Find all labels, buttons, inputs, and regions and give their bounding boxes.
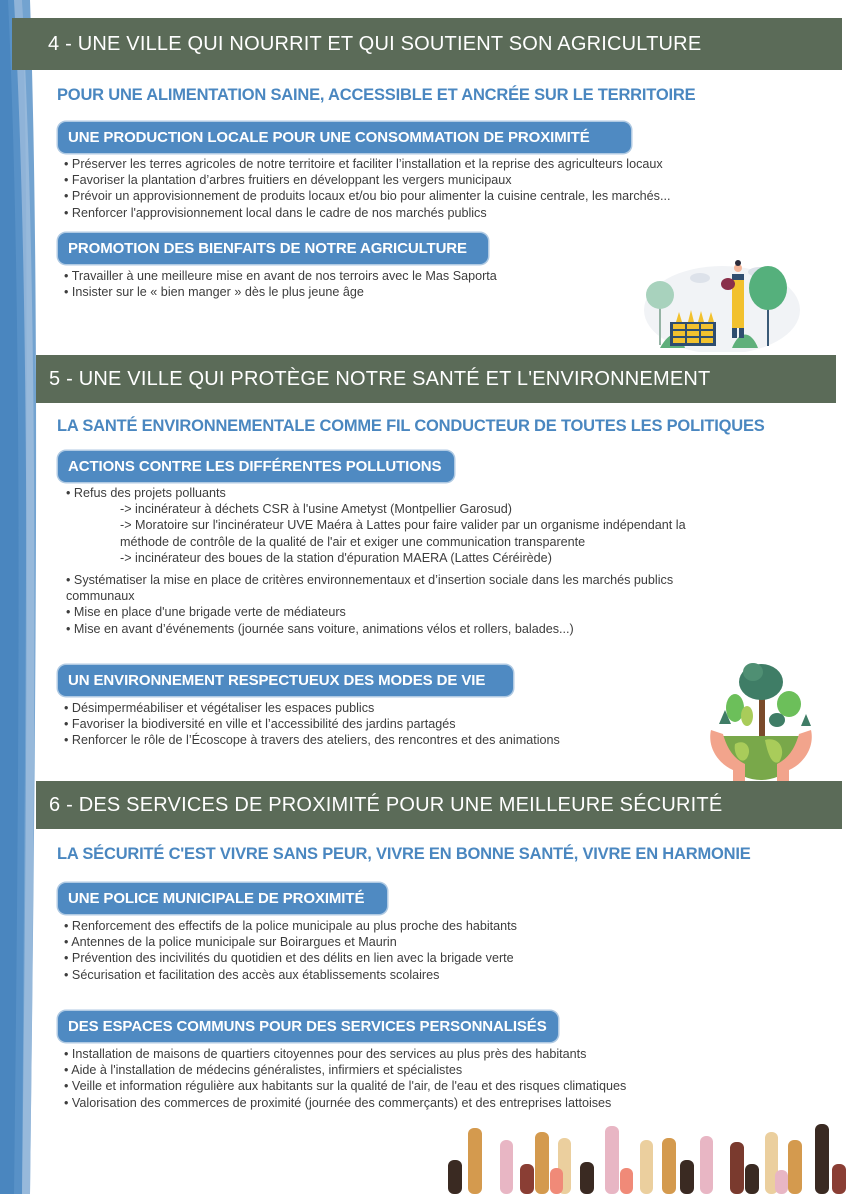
list-item: • Renforcer le rôle de l’Écoscope à travers des ateliers, des rencontres et des animations bbox=[64, 732, 560, 748]
list-item: • Mise en avant d’événements (journée sans voiture, animations vélos et rollers, balades...) bbox=[66, 621, 686, 637]
list-item: • Veille et information régulière aux habitants sur la qualité de l'air, de l'eau et des risques climatiques bbox=[64, 1078, 626, 1094]
list-item: -> incinérateur à déchets CSR à l'usine Ametyst (Montpellier Garosud) bbox=[120, 502, 512, 517]
section-6-group-2-heading bbox=[58, 1011, 558, 1042]
list-item: méthode de contrôle de la qualité de l'air et exiger une communication transparente bbox=[120, 534, 586, 549]
section-5-group-1-heading bbox=[58, 451, 454, 482]
section-6-group-1-list bbox=[64, 918, 517, 983]
list-item: • Antennes de la police municipale sur Boirargues et Maurin bbox=[64, 934, 517, 950]
heading-text: PROMOTION DES BIENFAITS DE NOTRE AGRICULTURE bbox=[68, 240, 467, 257]
list-item: • Favoriser la plantation d’arbres fruitiers en développant les vergers municipaux bbox=[64, 172, 670, 188]
list-item: • Aide à l'installation de médecins généralistes, infirmiers et spécialistes bbox=[64, 1062, 626, 1078]
earth-in-hands-illustration-icon bbox=[705, 658, 817, 782]
section-4-header bbox=[12, 18, 842, 70]
section-6-subtitle: LA SÉCURITÉ C'EST VIVRE SANS PEUR, VIVRE EN BONNE SANTÉ, VIVRE EN HARMONIE bbox=[57, 845, 751, 863]
list-item: • Prévoir un approvisionnement de produits locaux et/ou bio pour alimenter la cuisine centrale, les marchés... bbox=[64, 188, 670, 204]
section-5-group-2-heading bbox=[58, 665, 513, 696]
section-6-group-2-list bbox=[64, 1046, 626, 1111]
section-5-title: 5 - UNE VILLE QUI PROTÈGE NOTRE SANTÉ ET L'ENVIRONNEMENT bbox=[49, 367, 711, 390]
section-6-group-1-heading bbox=[58, 883, 387, 914]
list-item: • Renforcer l'approvisionnement local dans le cadre de nos marchés publics bbox=[64, 205, 670, 221]
section-4-group-1-heading bbox=[58, 122, 631, 153]
list-item: • Valorisation des commerces de proximité (journée des commerçants) et des entreprises lattoises bbox=[64, 1095, 626, 1111]
section-5-subtitle: LA SANTÉ ENVIRONNEMENTALE COMME FIL CONDUCTEUR DE TOUTES LES POLITIQUES bbox=[57, 417, 765, 435]
list-item: • Prévention des incivilités du quotidien et des délits en lien avec la brigade verte bbox=[64, 950, 517, 966]
list-item: • Sécurisation et facilitation des accès aux établissements scolaires bbox=[64, 967, 517, 983]
list-item: • Désimperméabiliser et végétaliser les espaces publics bbox=[64, 700, 560, 716]
list-item: • Renforcement des effectifs de la police municipale au plus proche des habitants bbox=[64, 918, 517, 934]
list-item: • Refus des projets polluants bbox=[66, 485, 686, 501]
farmer-illustration-icon bbox=[640, 250, 800, 352]
list-item: • Mise en place d'une brigade verte de médiateurs bbox=[66, 604, 686, 620]
section-4-subtitle: POUR UNE ALIMENTATION SAINE, ACCESSIBLE ET ANCRÉE SUR LE TERRITOIRE bbox=[57, 86, 696, 104]
heading-text: ACTIONS CONTRE LES DIFFÉRENTES POLLUTIONS bbox=[68, 458, 442, 475]
list-item: • Insister sur le « bien manger » dès le plus jeune âge bbox=[64, 284, 497, 300]
raised-hands-illustration-icon bbox=[440, 1118, 848, 1194]
section-4-group-2-list bbox=[64, 268, 497, 300]
heading-text: UNE POLICE MUNICIPALE DE PROXIMITÉ bbox=[68, 890, 365, 907]
section-4-group-2-heading bbox=[58, 233, 488, 264]
list-item: • Préserver les terres agricoles de notre territoire et faciliter l’installation et la reprise des agriculteurs locaux bbox=[64, 156, 670, 172]
section-5-group-1-list bbox=[66, 485, 686, 637]
section-6-header bbox=[36, 781, 842, 829]
heading-text: UN ENVIRONNEMENT RESPECTUEUX DES MODES DE VIE bbox=[68, 672, 486, 689]
heading-text: UNE PRODUCTION LOCALE POUR UNE CONSOMMATION DE PROXIMITÉ bbox=[68, 129, 590, 146]
list-item: -> Moratoire sur l'incinérateur UVE Maéra à Lattes pour faire valider par un organisme indépendant la bbox=[120, 518, 686, 533]
list-item: • Travailler à une meilleure mise en avant de nos terroirs avec le Mas Saporta bbox=[64, 268, 497, 284]
list-item: • Installation de maisons de quartiers citoyennes pour des services au plus près des habitants bbox=[64, 1046, 626, 1062]
section-5-header bbox=[36, 355, 836, 403]
section-4-group-1-list bbox=[64, 156, 670, 221]
list-item: • Systématiser la mise en place de critères environnementaux et d’insertion sociale dans les marchés publics bbox=[66, 572, 686, 588]
list-item-continuation: communaux bbox=[66, 589, 135, 604]
list-item: • Favoriser la biodiversité en ville et l’accessibilité des jardins partagés bbox=[64, 716, 560, 732]
section-4-title: 4 - UNE VILLE QUI NOURRIT ET QUI SOUTIENT SON AGRICULTURE bbox=[48, 32, 702, 55]
section-6-title: 6 - DES SERVICES DE PROXIMITÉ POUR UNE MEILLEURE SÉCURITÉ bbox=[49, 793, 723, 816]
list-item: -> incinérateur des boues de la station d'épuration MAERA (Lattes Céréirède) bbox=[120, 550, 552, 565]
left-blue-ribbon-decoration bbox=[0, 0, 60, 1194]
section-5-group-2-list bbox=[64, 700, 560, 749]
heading-text: DES ESPACES COMMUNS POUR DES SERVICES PERSONNALISÉS bbox=[68, 1018, 547, 1035]
